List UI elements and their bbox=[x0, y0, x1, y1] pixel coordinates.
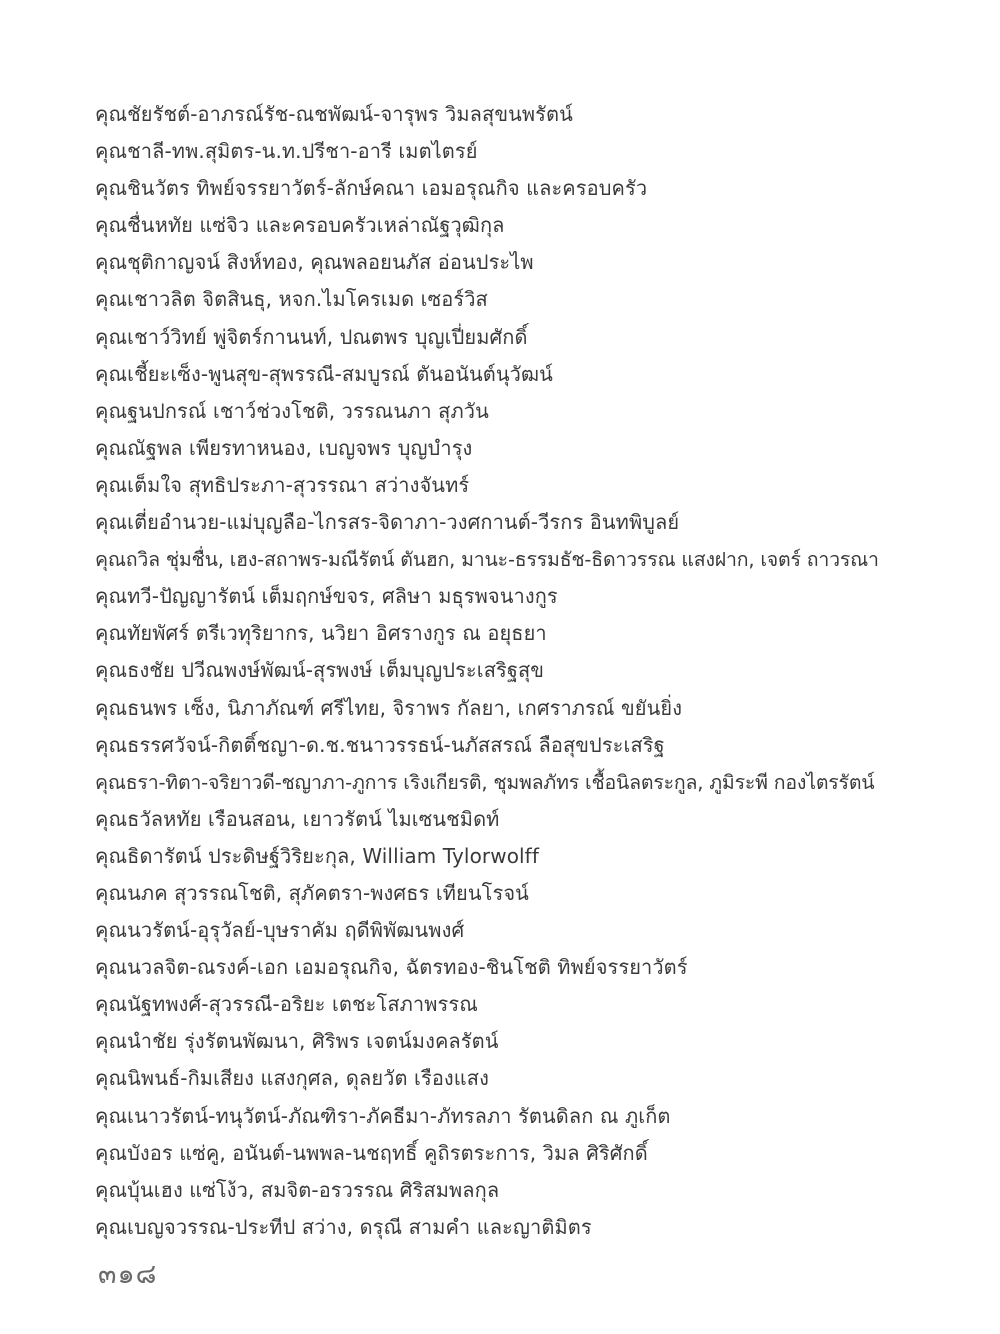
list-item: คุณนำชัย รุ่งรัตนพัฒนา, ศิริพร เจตน์มงคลรัตน์ bbox=[95, 1029, 499, 1054]
list-item: คุณนภค สุวรรณโชติ, สุภัคตรา-พงศธร เทียนโรจน์ bbox=[95, 880, 529, 905]
list-item: คุณเต็มใจ สุทธิประภา-สุวรรณา สว่างจันทร์ bbox=[95, 472, 470, 497]
list-item: คุณเตี่ยอำนวย-แม่บุญลือ-ไกรสร-จิดาภา-วงศกานต์-วีรกร อินทพิบูลย์ bbox=[95, 510, 680, 535]
list-item: คุณธวัลหทัย เรือนสอน, เยาวรัตน์ ไมเซนชมิดท์ bbox=[95, 806, 500, 831]
list-item: คุณเนาวรัตน์-ทนุวัตน์-ภัณฑิรา-ภัคธีมา-ภัทรลภา รัตนดิลก ณ ภูเก็ต bbox=[95, 1103, 671, 1128]
list-item: คุณเชี้ยะเซ็ง-พูนสุข-สุพรรณี-สมบูรณ์ ตันอนันต์นุวัฒน์ bbox=[95, 361, 553, 386]
list-item: คุณเชาวลิต จิตสินธุ, หจก.ไมโครเมด เซอร์วิส bbox=[95, 287, 488, 312]
list-item: คุณเชาว์วิทย์ พู่จิตร์กานนท์, ปณตพร บุญเปี่ยมศักดิ์ bbox=[95, 324, 528, 349]
list-item: คุณนวลจิต-ณรงค์-เอก เอมอรุณกิจ, ฉัตรทอง-ชินโชติ ทิพย์จรรยาวัตร์ bbox=[95, 955, 688, 980]
list-item: คุณนวรัตน์-อุรุวัลย์-บุษราคัม ฤดีพิพัฒนพงศ์ bbox=[95, 918, 465, 943]
list-item: คุณธรรศวัจน์-กิตติ์ชญา-ด.ช.ชนาวรรธน์-นภัสสรณ์ ลือสุขประเสริฐ bbox=[95, 732, 665, 757]
list-item: คุณธนพร เซ็ง, นิภาภัณฑ์ ศรีไทย, จิราพร กัลยา, เกศราภรณ์ ขยันยิ่ง bbox=[95, 695, 683, 720]
donor-name-list bbox=[95, 96, 975, 1246]
list-item: คุณชุติกาญจน์ สิงห์ทอง, คุณพลอยนภัส อ่อนประไพ bbox=[95, 250, 534, 275]
list-item: คุณบังอร แซ่คู, อนันต์-นพพล-นชฤทธิ์ คูถิรตระการ, วิมล ศิริศักดิ์ bbox=[95, 1140, 648, 1165]
list-item: คุณบุ้นเฮง แซ่โง้ว, สมจิต-อรวรรณ ศิริสมพลกุล bbox=[95, 1177, 500, 1202]
list-item: คุณชัยรัชต์-อาภรณ์รัช-ณชพัฒน์-จารุพร วิมลสุขนพรัตน์ bbox=[95, 102, 573, 126]
list-item: คุณนัฐทพงศ์-สุวรรณี-อริยะ เตชะโสภาพรรณ bbox=[95, 992, 478, 1017]
list-item: คุณฐนปกรณ์ เชาว์ช่วงโชติ, วรรณนภา สุภวัน bbox=[95, 398, 489, 423]
list-item: คุณทวี-ปัญญารัตน์ เต็มฤกษ์ขจร, ศลิษา มธุรพจนางกูร bbox=[95, 584, 558, 609]
list-item: คุณถวิล ชุ่มชื่น, เฮง-สถาพร-มณีรัตน์ ตันฮก, มานะ-ธรรมธัช-ธิดาวรรณ แสงฝาก, เจตร์ ถาวรณา bbox=[95, 548, 879, 572]
list-item: คุณธิดารัตน์ ประดิษฐ์วิริยะกุล, William Tylorwolff bbox=[95, 843, 539, 868]
list-item: คุณทัยพัศร์ ตรีเวทุริยากร, นวิยา อิศรางกูร ณ อยุธยา bbox=[95, 621, 547, 646]
list-item: คุณณัฐพล เพียรทาหนอง, เบญจพร บุญบำรุง bbox=[95, 435, 473, 460]
list-item: คุณนิพนธ์-กิมเสียง แสงกุศล, ดุลยวัต เรืองแสง bbox=[95, 1066, 489, 1091]
list-item: คุณเบญจวรรณ-ประทีป สว่าง, ดรุณี สามคำ และญาติมิตร bbox=[95, 1214, 592, 1239]
list-item: คุณธงชัย ปวีณพงษ์พัฒน์-สุรพงษ์ เต็มบุญประเสริฐสุข bbox=[95, 658, 545, 683]
list-item: คุณชินวัตร ทิพย์จรรยาวัตร์-ลักษ์คณา เอมอรุณกิจ และครอบครัว bbox=[95, 176, 648, 201]
list-item: คุณธรา-ทิตา-จริยาวดี-ชญาภา-ภูการ เริงเกียรติ, ชุมพลภัทร เชื้อนิลตระกูล, ภูมิระพี กองไตรรัตน์ bbox=[95, 770, 875, 794]
list-item: คุณชื่นหทัย แซ่จิว และครอบครัวเหล่าณัฐวุฒิกุล bbox=[95, 213, 505, 238]
page-number: ๓๑๘ bbox=[98, 1259, 158, 1290]
list-item: คุณชาลี-ทพ.สุมิตร-น.ท.ปรีชา-อารี เมตไตรย์ bbox=[95, 139, 478, 164]
